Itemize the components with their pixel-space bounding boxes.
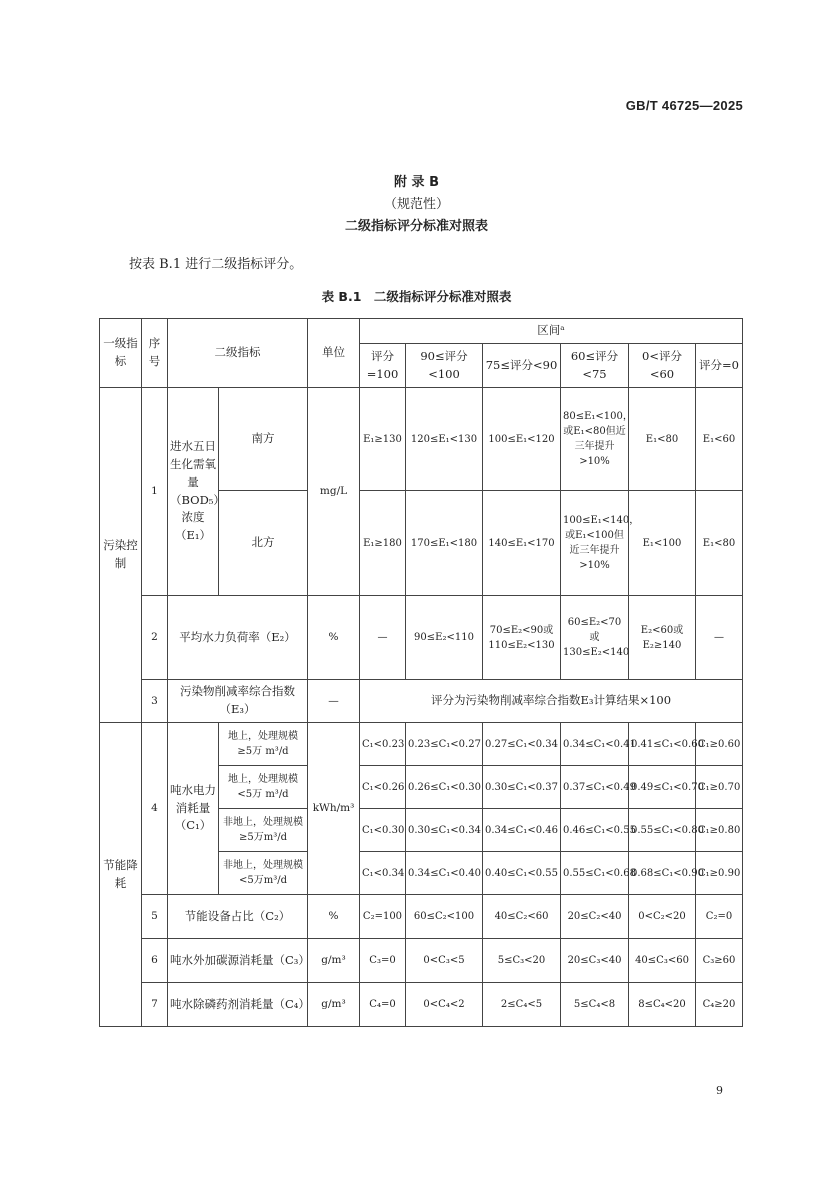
row4-score-100: C₁<0.30 <box>360 809 406 852</box>
header-score-100: 评分=100 <box>360 344 406 388</box>
row3-merged-note: 评分为污染物削减率综合指数E₃计算结果×100 <box>360 680 743 723</box>
row2-score-90: 90≤E₂<110 <box>406 596 483 680</box>
row4-condition: 非地上，处理规模<5万m³/d <box>219 852 308 895</box>
row6-unit: g/m³ <box>308 939 360 983</box>
row1-south-score-90: 120≤E₁<130 <box>406 388 483 491</box>
row4-score-60: 0.46≤C₁<0.55 <box>561 809 629 852</box>
row1-south-score-0-60: E₁<80 <box>629 388 696 491</box>
row4-score-90: 0.30≤C₁<0.34 <box>406 809 483 852</box>
header-score-90: 90≤评分<100 <box>406 344 483 388</box>
row2-indicator: 平均水力负荷率（E₂） <box>168 596 308 680</box>
row1-north-score-100: E₁≥180 <box>360 491 406 596</box>
row5-score-0: C₂=0 <box>696 895 743 939</box>
row1-north-score-60: 100≤E₁<140，或E₁<100但近三年提升>10% <box>561 491 629 596</box>
row4-unit: kWh/m³ <box>308 723 360 895</box>
scoring-table <box>99 318 743 1027</box>
row5-indicator: 节能设备占比（C₂） <box>168 895 308 939</box>
header-unit: 单位 <box>308 319 360 388</box>
row4-score-0-60: 0.55≤C₁<0.80 <box>629 809 696 852</box>
annex-name: 二级指标评分标准对照表 <box>344 219 488 234</box>
row5-unit: % <box>308 895 360 939</box>
row2-score-0-60: E₂<60或E₂≥140 <box>629 596 696 680</box>
row4-score-90: 0.26≤C₁<0.30 <box>406 766 483 809</box>
row5-score-100: C₂=100 <box>360 895 406 939</box>
row2-score-100: — <box>360 596 406 680</box>
row4-score-0: C₁≥0.90 <box>696 852 743 895</box>
header-score-60: 60≤评分<75 <box>561 344 629 388</box>
row4-score-60: 0.34≤C₁<0.41 <box>561 723 629 766</box>
intro-paragraph: 按表 B.1 进行二级指标评分。 <box>129 257 303 272</box>
standard-code: GB/T 46725—2025 <box>625 98 743 113</box>
row6-score-0-60: 40≤C₃<60 <box>629 939 696 983</box>
group-pollution-control: 污染控制 <box>100 388 142 723</box>
annex-subtitle: （规范性） <box>383 197 449 212</box>
row5-score-75: 40≤C₂<60 <box>483 895 561 939</box>
row1-south-score-100: E₁≥130 <box>360 388 406 491</box>
row4-score-60: 0.55≤C₁<0.68 <box>561 852 629 895</box>
row3-seq: 3 <box>142 680 168 723</box>
annex-title: 附 录 B <box>394 175 439 190</box>
header-score-0: 评分=0 <box>696 344 743 388</box>
row5-seq: 5 <box>142 895 168 939</box>
row7-seq: 7 <box>142 983 168 1027</box>
row4-score-75: 0.34≤C₁<0.46 <box>483 809 561 852</box>
row7-score-0-60: 8≤C₄<20 <box>629 983 696 1027</box>
row7-score-90: 0<C₄<2 <box>406 983 483 1027</box>
row4-seq: 4 <box>142 723 168 895</box>
group-energy-saving: 节能降耗 <box>100 723 142 1027</box>
row4-score-60: 0.37≤C₁<0.49 <box>561 766 629 809</box>
row7-unit: g/m³ <box>308 983 360 1027</box>
row4-condition: 地上，处理规模<5万 m³/d <box>219 766 308 809</box>
row4-score-0: C₁≥0.80 <box>696 809 743 852</box>
row2-score-0: — <box>696 596 743 680</box>
row4-score-90: 0.34≤C₁<0.40 <box>406 852 483 895</box>
row4-condition: 非地上，处理规模≥5万m³/d <box>219 809 308 852</box>
row6-score-0: C₃≥60 <box>696 939 743 983</box>
page-number: 9 <box>716 1084 723 1097</box>
row1-region-north: 北方 <box>219 491 308 596</box>
row6-seq: 6 <box>142 939 168 983</box>
row7-score-60: 5≤C₄<8 <box>561 983 629 1027</box>
row7-indicator: 吨水除磷药剂消耗量（C₄） <box>168 983 308 1027</box>
row4-condition: 地上，处理规模≥5万 m³/d <box>219 723 308 766</box>
row1-south-score-0: E₁<60 <box>696 388 743 491</box>
row4-score-0-60: 0.68≤C₁<0.90 <box>629 852 696 895</box>
row1-north-score-90: 170≤E₁<180 <box>406 491 483 596</box>
row1-indicator: 进水五日生化需氧量（BOD₅）浓度（E₁） <box>168 388 219 596</box>
row2-score-60: 60≤E₂<70或130≤E₂<140 <box>561 596 629 680</box>
row6-score-75: 5≤C₃<20 <box>483 939 561 983</box>
row6-indicator: 吨水外加碳源消耗量（C₃） <box>168 939 308 983</box>
row4-score-75: 0.40≤C₁<0.55 <box>483 852 561 895</box>
row6-score-100: C₃=0 <box>360 939 406 983</box>
header-score-0-60: 0<评分<60 <box>629 344 696 388</box>
row2-unit: % <box>308 596 360 680</box>
row7-score-75: 2≤C₄<5 <box>483 983 561 1027</box>
header-level1: 一级指标 <box>100 319 142 388</box>
row5-score-90: 60≤C₂<100 <box>406 895 483 939</box>
row1-unit: mg/L <box>308 388 360 596</box>
row6-score-60: 20≤C₃<40 <box>561 939 629 983</box>
row1-south-score-60: 80≤E₁<100，或E₁<80但近三年提升>10% <box>561 388 629 491</box>
row1-north-score-0-60: E₁<100 <box>629 491 696 596</box>
row7-score-0: C₄≥20 <box>696 983 743 1027</box>
row1-south-score-75: 100≤E₁<120 <box>483 388 561 491</box>
header-interval: 区间ᵃ <box>360 319 743 344</box>
row4-score-75: 0.27≤C₁<0.34 <box>483 723 561 766</box>
row4-score-100: C₁<0.34 <box>360 852 406 895</box>
row4-score-100: C₁<0.26 <box>360 766 406 809</box>
row1-region-south: 南方 <box>219 388 308 491</box>
row4-score-0-60: 0.49≤C₁<0.70 <box>629 766 696 809</box>
row1-seq: 1 <box>142 388 168 596</box>
row5-score-60: 20≤C₂<40 <box>561 895 629 939</box>
row4-score-100: C₁<0.23 <box>360 723 406 766</box>
row2-seq: 2 <box>142 596 168 680</box>
row2-score-75: 70≤E₂<90或110≤E₂<130 <box>483 596 561 680</box>
row3-indicator: 污染物削减率综合指数（E₃） <box>168 680 308 723</box>
row1-north-score-0: E₁<80 <box>696 491 743 596</box>
row4-indicator: 吨水电力消耗量（C₁） <box>168 723 219 895</box>
row4-score-0: C₁≥0.60 <box>696 723 743 766</box>
header-score-75: 75≤评分<90 <box>483 344 561 388</box>
row4-score-0: C₁≥0.70 <box>696 766 743 809</box>
row7-score-100: C₄=0 <box>360 983 406 1027</box>
row6-score-90: 0<C₃<5 <box>406 939 483 983</box>
row1-north-score-75: 140≤E₁<170 <box>483 491 561 596</box>
header-seq: 序号 <box>142 319 168 388</box>
table-caption: 表 B.1 二级指标评分标准对照表 <box>321 289 512 304</box>
row3-unit: — <box>308 680 360 723</box>
row5-score-0-60: 0<C₂<20 <box>629 895 696 939</box>
header-level2: 二级指标 <box>168 319 308 388</box>
row4-score-0-60: 0.41≤C₁<0.60 <box>629 723 696 766</box>
row4-score-90: 0.23≤C₁<0.27 <box>406 723 483 766</box>
row4-score-75: 0.30≤C₁<0.37 <box>483 766 561 809</box>
